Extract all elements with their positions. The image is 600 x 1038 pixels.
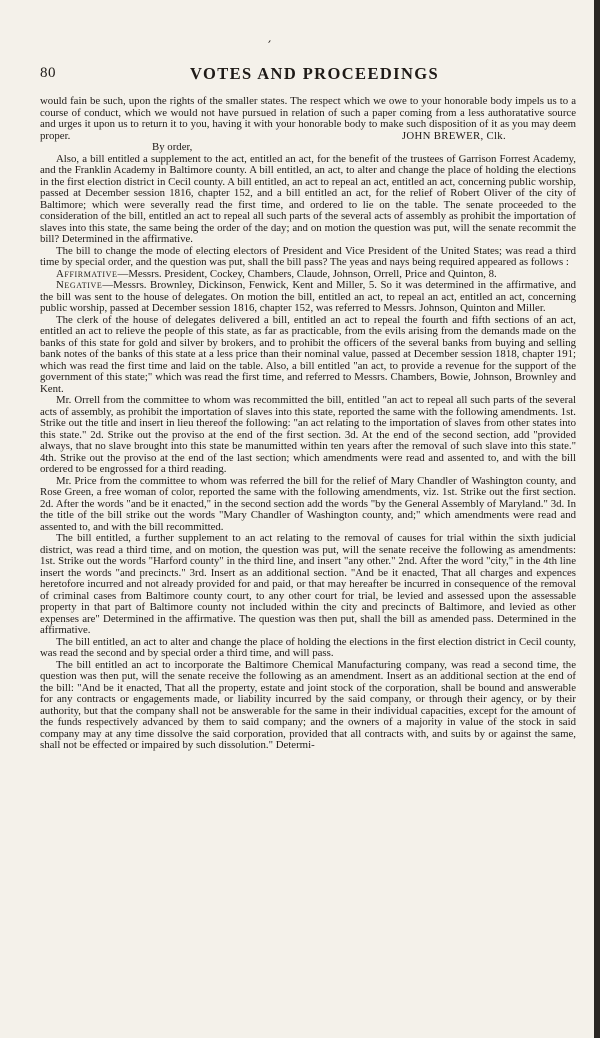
vote-dash: — <box>102 279 114 291</box>
paragraph: would fain be such, upon the rights of the smaller states. The respect which we owe to your honorable body impels us to a course of conduct, which we would not have pursued in relation of such a paper coming from a less authoratative source and urges it upon us to return it to you, having it with your honorable body to make such disposition of it as you may deem proper. <box>40 95 576 142</box>
paragraph: The bill entitled, a further supplement to an act relating to the removal of causes for trial within the sixth judicial district, was read a third time, and on motion, the question was put, will the senate receive the following as amendments: 1st. Strike out the words "Harford county" in the third line, and insert "any other." 2nd. After the word "city," in the 4th line insert the words "and precincts." 3rd. Insert as an additional section. "And be it enacted, That all charges and expences heretofore incurred and not already provided for and paid, or that may hereafter be incurred in consequence of the removal of criminal cases from Baltimore county court, to any other court for trial, be levied and assessed upon the assessable property in that part of Baltimore county not included within the city and precincts of Baltimore, and levied as other expenses are" Determined in the affirmative. The question was then put, shall the bill as amended pass. Determined in the affirmative. <box>40 532 576 636</box>
page-number: 80 <box>40 65 56 81</box>
negative-names: Messrs. Brownley, Dickinson, Fenwick, Kent and Miller, 5. So it was determined in the affirmative, and the bill was sent to the house of delegates. On motion the bill, entitled an act, to repeal an act, entitled an act, concerning public worship, passed at December session 1816, chapter 152, was referred to Messrs. Johnson, Quinton and Miller. <box>40 279 576 314</box>
document-body <box>40 96 576 752</box>
paragraph: The bill entitled, an act to alter and change the place of holding the elections in the first election district in Cecil county, was read the second and by special order a third time, and will pass. <box>40 635 576 659</box>
vote-dash: — <box>117 267 129 280</box>
page-header <box>40 64 576 84</box>
paragraph: Mr. Orrell from the committee to whom was recommitted the bill, entitled "an act to repeal all such parts of the several acts of assembly, as prohibit the importation of slaves into this state, reported the same with the following amendments. 1st. Strike out the title and insert in lieu thereof the following: "an act relating to the importation of slaves from other states into this state." 2d. Strike out the proviso at the end of the first section. 3d. At the end of the second section, add "provided always, that no slave brought into this state be manumitted within ten years after the removal of such slave into this state." 4th. Strike out the proviso at the end of the last section; which amendments were read and assented to, and with the bill ordered to be engrossed for a third reading. <box>40 394 576 475</box>
negative-label: Negative <box>56 279 103 291</box>
ink-mark: ′ <box>268 39 272 55</box>
signature-order: By order, <box>152 141 193 153</box>
affirmative-label: Affirmative <box>56 267 118 280</box>
paragraph: The bill to change the mode of electing electors of President and Vice President of the United States; was read a third time by special order, and the question was put, shall the bill pass? The yeas and nays being required appeared as follows : <box>40 244 576 268</box>
paragraph: Also, a bill entitled a supplement to the act, entitled an act, for the benefit of the trustees of Garrison Forrest Academy, and the Franklin Academy in Baltimore county. A bill entitled, an act, to alter and change the place of holding the elections in the first election district in Cecil county. A bill entitled, an act to repeal an act, entitled an act, concerning public worship, passed at December session 1816, chapter 152, and a bill entitled an act, for the relief of Robert Oliver of the city of Baltimore; which were severally read the first time, and ordered to lie on the table. The senate proceeded to the consideration of the bill, entitled an act to repeal all such parts of the several acts of assembly as prohibit the importation of slaves into this state, the same being the order of the day; and on motion the question was put, will the senate recommit the bill? Determined in the affirmative. <box>40 152 576 245</box>
vote-negative <box>40 280 576 315</box>
paragraph: The bill entitled an act to incorporate the Baltimore Chemical Manufacturing company, was read a second time, the question was then put, will the senate receive the following as an amendment. Insert as an additional section at the end of the bill: "And be it enacted, That all the property, estate and joint stock of the corporation, shall be bound and answerable for any contracts or engagements made, or liability incurred by the said company, or through their agency, or by their authority, but that the company shall not be answerable for the same in their individual capacities, except for the amount of the funds respectively advanced by them to said company; and the owners of a majority in value of the stock in said company may at any time dissolve the said corporation, provided that all contracts with, and suits by or against the same, shall not be effected or impaired by such dissolution." Determi- <box>40 658 576 751</box>
running-head: VOTES AND PROCEEDINGS <box>190 64 440 83</box>
affirmative-names: Messrs. President, Cockey, Chambers, Claude, Johnson, Orrell, Price and Quinton, 8. <box>128 267 497 280</box>
signature-block <box>40 130 576 154</box>
paragraph: Mr. Price from the committee to whom was referred the bill for the relief of Mary Chandler of Washington county, and Rose Green, a free woman of color, reported the same with the following amendments, viz. 1st. Strike out the first section. 2d. After the words "and be it enacted," in the second section add the words "by the General Assembly of Maryland." 3d. In the title of the bill strike out the words "Mary Chandler of Washington county, and;" which amendments were read and assented to, and with the bill recommitted. <box>40 474 576 533</box>
paragraph: The clerk of the house of delegates delivered a bill, entitled an act to repeal the fourth and fifth sections of an act, entitled an act to relieve the people of this state, as far as practicable, from the evils arising from the demands made on the banks of this state for gold and silver by brokers, and to prohibit the officers of the several banks from buying and selling bank notes of the banks of this state at a less price than their nominal value, passed at December session 1818, chapter 191; which was read the first time and laid on the table. Also, a bill entitled "an act, to provide a revenue for the support of the government of this state;" which was read the first time, and referred to Messrs. Chambers, Bowie, Johnson, Brownley and Kent. <box>40 313 576 395</box>
page-edge <box>594 0 600 1038</box>
signature-clerk: JOHN BREWER, Clk. <box>401 130 506 142</box>
